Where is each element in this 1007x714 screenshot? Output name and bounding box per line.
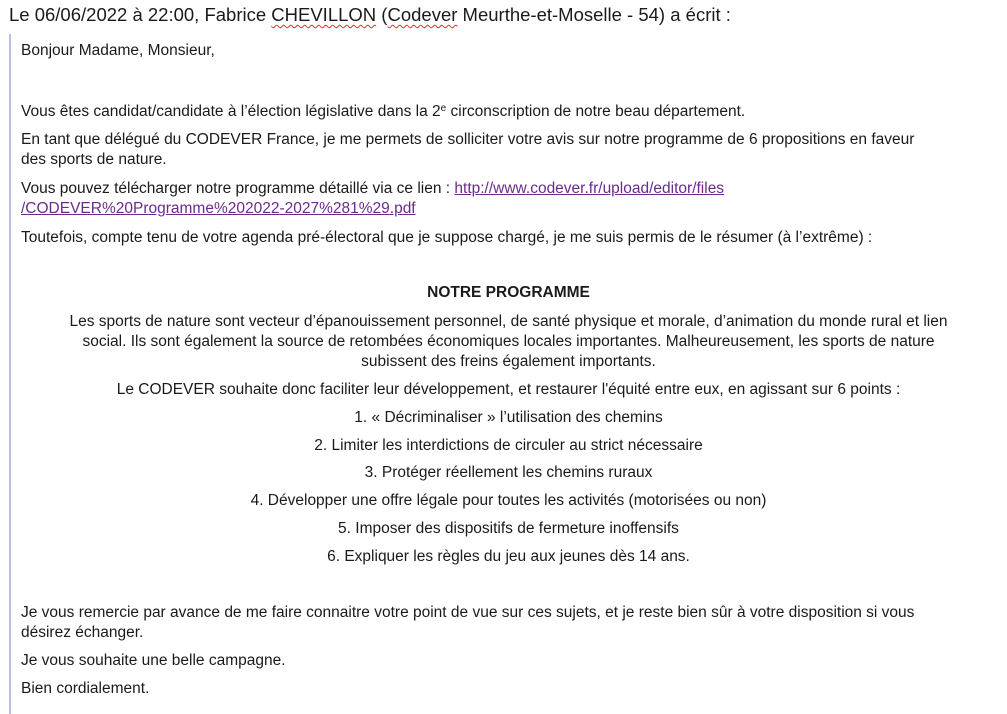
program-point: 2. Limiter les interdictions de circuler au strict nécessaire <box>314 437 703 454</box>
program-intro-line2: social. Ils sont également la source de retombées économiques locales importantes. Malheureusement, les sports de nature <box>82 333 935 350</box>
program-intro-line3: subissent des freins également importants. <box>361 353 656 370</box>
program-link[interactable]: http://www.codever.fr/upload/editor/files <box>454 180 725 197</box>
program-point: 1. « Décriminaliser » l’utilisation des chemins <box>354 409 663 426</box>
header-prefix: Le 06/06/2022 à 22:00, Fabrice <box>9 4 272 25</box>
program-point: 4. Développer une offre légale pour toutes les activités (motorisées ou non) <box>250 492 767 509</box>
paragraph-candidate <box>21 102 745 122</box>
program-wish: Le CODEVER souhaite donc faciliter leur développement, et restaurer l'équité entre eux, en agissant sur 6 points : <box>116 381 901 398</box>
paragraph-download <box>21 179 724 199</box>
program-link-continued <box>21 199 416 219</box>
greeting: Bonjour Madame, Monsieur, <box>21 42 215 59</box>
campaign-wish: Je vous souhaite une belle campagne. <box>21 652 286 669</box>
program-title: NOTRE PROGRAMME <box>427 284 590 301</box>
signoff: Bien cordialement. <box>21 680 150 697</box>
closing-line1: Je vous remercie par avance de me faire connaitre votre point de vue sur ces sujets, et je reste bien sûr à votre disposition si vous <box>21 604 915 621</box>
header-suffix: Meurthe-et-Moselle - 54) a écrit : <box>457 4 731 25</box>
paragraph-candidate-post: circonscription de notre beau département. <box>446 103 746 120</box>
superscript-e: e <box>440 103 447 114</box>
header-surname: CHEVILLON <box>271 4 377 25</box>
paragraph-delegate-line1: En tant que délégué du CODEVER France, je me permets de solliciter votre avis sur notre programme de 6 propositions en faveur <box>21 131 915 148</box>
paragraph-summary: Toutefois, compte tenu de votre agenda pré-électoral que je suppose chargé, je me suis permis de le résumer (à l’extrême) : <box>21 229 873 246</box>
program-link-line2[interactable]: /CODEVER%20Programme%202022-2027%281%29.pdf <box>21 200 416 217</box>
paragraph-delegate-line2: des sports de nature. <box>21 151 167 168</box>
program-point: 6. Expliquer les règles du jeu aux jeunes dès 14 ans. <box>327 548 690 565</box>
program-point: 3. Protéger réellement les chemins ruraux <box>364 464 653 481</box>
closing-line2: désirez échanger. <box>21 624 144 641</box>
paragraph-candidate-pre: Vous êtes candidat/candidate à l’élection législative dans la 2 <box>21 103 441 120</box>
program-point: 5. Imposer des dispositifs de fermeture inoffensifs <box>338 520 679 537</box>
quote-header <box>9 4 731 26</box>
header-mid: ( <box>376 4 388 25</box>
program-intro-line1: Les sports de nature sont vecteur d’épanouissement personnel, de santé physique et morale, d’animation du monde rural et lien <box>69 313 948 330</box>
header-org: Codever <box>387 4 458 25</box>
download-text: Vous pouvez télécharger notre programme détaillé via ce lien : <box>21 180 455 197</box>
